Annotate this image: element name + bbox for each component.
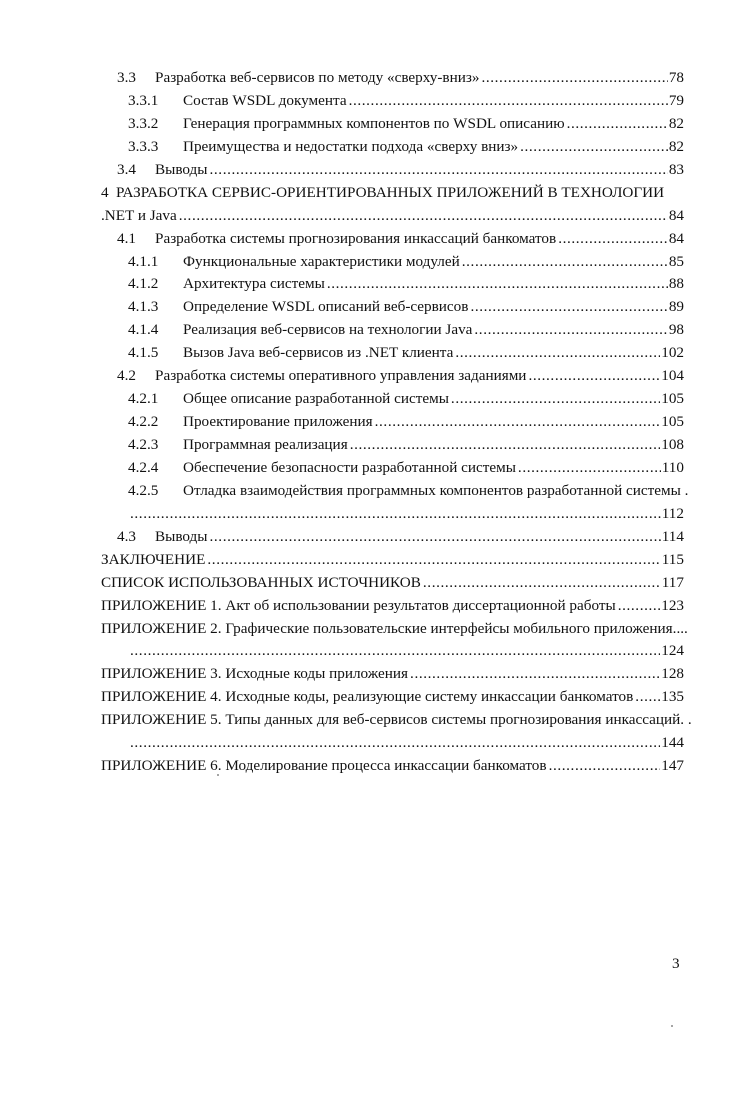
dot-leader	[547, 755, 661, 778]
toc-entry-page: 84	[668, 206, 684, 224]
toc-entry[interactable]	[101, 480, 689, 503]
toc-entry-title: ПРИЛОЖЕНИЕ 4. Исходные коды, реализующие систему инкассации банкоматов	[101, 688, 634, 706]
dot-leader	[128, 732, 660, 755]
toc-entry[interactable]	[101, 663, 684, 686]
toc-entry-number: 4.1.4	[128, 321, 159, 339]
toc-entry-page: 108	[661, 436, 684, 453]
toc-entry-page: 102	[661, 344, 684, 362]
dot-leader	[128, 640, 660, 663]
toc-entry-number: 4.1.1	[128, 252, 159, 270]
toc-entry-page: 104	[661, 367, 684, 385]
toc-entry-title: Разработка системы прогнозирования инкассаций банкоматов	[155, 229, 557, 247]
toc-entry-page: 112	[661, 504, 684, 522]
toc-entry-number: 4.2.2	[128, 413, 159, 431]
toc-entry[interactable]	[101, 388, 684, 411]
toc-entry-number: 3.3.1	[128, 91, 159, 109]
toc-entry-number: 4.1.3	[128, 298, 159, 316]
toc-entry-page: 89	[668, 298, 684, 316]
toc-entry-title: Генерация программных компонентов по WSDL описанию	[183, 114, 565, 132]
toc-entry[interactable]	[101, 67, 684, 90]
toc-entry[interactable]	[101, 457, 684, 480]
toc-entry-number: 4.2.3	[128, 436, 159, 453]
dot-leader	[526, 365, 660, 388]
dot-leader	[479, 67, 667, 90]
toc-entry-page: 114	[661, 527, 684, 545]
toc-entry-title: Определение WSDL описаний веб-сервисов	[183, 298, 469, 316]
dot-leader	[421, 572, 661, 595]
toc-entry-page: 83	[668, 160, 684, 178]
toc-entry-number: 4	[101, 183, 109, 201]
toc-entry[interactable]	[101, 228, 684, 251]
toc-entry-page: 82	[668, 137, 684, 155]
toc-entry-page: 117	[661, 573, 684, 591]
toc-entry-title: ПРИЛОЖЕНИЕ 6. Моделирование процесса инкассации банкоматов	[101, 757, 547, 775]
toc-entry[interactable]	[101, 251, 684, 274]
dot-leader	[449, 388, 660, 411]
toc-entry-number: 4.1	[117, 229, 136, 247]
toc-entry[interactable]	[101, 90, 684, 113]
toc-entry-title: Выводы	[155, 527, 208, 545]
toc-entry[interactable]	[101, 136, 684, 159]
dot-leader	[516, 457, 661, 480]
toc-entry-number: 3.3	[117, 69, 136, 86]
toc-entry-page: 128	[661, 665, 684, 683]
toc-entry[interactable]	[101, 526, 684, 549]
dot-leader	[348, 434, 661, 457]
toc-entry-title: Программная реализация	[183, 436, 348, 453]
scan-speck	[671, 1025, 673, 1027]
toc-entry-page: 124	[661, 642, 684, 660]
dot-leader	[468, 296, 667, 319]
dot-leader	[460, 251, 668, 274]
dot-leader	[633, 686, 660, 709]
toc-entry-number: 4.2	[117, 367, 136, 385]
toc-entry-number: 3.3.3	[128, 137, 159, 155]
dot-leader	[208, 526, 661, 549]
toc-entry-title: Преимущества и недостатки подхода «сверху вниз»	[183, 137, 519, 155]
toc-entry-number: 3.4	[117, 160, 136, 178]
toc-entry-page: 123	[661, 596, 684, 614]
toc-entry-title: Реализация веб-сервисов на технологии Java	[183, 321, 473, 339]
toc-entry-continuation	[101, 732, 684, 755]
dot-leader	[408, 663, 660, 686]
toc-entry[interactable]	[101, 709, 692, 732]
table-of-contents	[101, 67, 692, 778]
toc-entry-number: 4.2.5	[128, 481, 159, 499]
toc-entry[interactable]	[101, 182, 684, 205]
toc-entry[interactable]	[101, 296, 684, 319]
toc-entry-page: 82	[668, 114, 684, 132]
page-number: 3	[672, 955, 680, 972]
dot-leader	[453, 342, 660, 365]
toc-entry[interactable]	[101, 434, 684, 457]
toc-entry-page: 115	[661, 550, 684, 568]
toc-entry-page: 79	[668, 91, 684, 109]
toc-entry-title: ПРИЛОЖЕНИЕ 1. Акт об использовании результатов диссертационной работы	[101, 596, 616, 614]
dot-leader	[177, 205, 668, 228]
toc-entry-title: Функциональные характеристики модулей	[183, 252, 460, 270]
dot-leader	[373, 411, 661, 434]
toc-entry-title: СПИСОК ИСПОЛЬЗОВАННЫХ ИСТОЧНИКОВ	[101, 573, 421, 591]
toc-entry-title: Состав WSDL документа	[183, 91, 347, 109]
dot-leader	[565, 113, 668, 136]
toc-entry-title: ЗАКЛЮЧЕНИЕ	[101, 550, 206, 568]
toc-entry-title: Архитектура системы	[183, 275, 325, 293]
toc-entry-page: 105	[661, 413, 684, 431]
dot-leader	[347, 90, 668, 113]
toc-entry-page: 84	[668, 229, 684, 247]
toc-entry[interactable]	[101, 572, 684, 595]
toc-entry[interactable]	[101, 549, 684, 572]
toc-entry-continuation	[101, 503, 684, 526]
toc-entry-page: 110	[661, 458, 684, 476]
dot-leader	[556, 228, 668, 251]
toc-entry-page: 85	[668, 252, 684, 270]
toc-entry-number: 4.1.2	[128, 275, 159, 293]
toc-entry[interactable]	[101, 159, 684, 182]
toc-entry-title: Вызов Java веб-сервисов из .NET клиента	[183, 344, 454, 362]
toc-entry[interactable]	[101, 319, 684, 342]
toc-entry[interactable]	[101, 411, 684, 434]
dot-leader	[128, 503, 661, 526]
toc-entry-title: Выводы	[155, 160, 208, 178]
dot-leader	[616, 595, 661, 618]
toc-entry[interactable]	[101, 113, 684, 136]
toc-entry-continuation	[101, 640, 684, 663]
toc-entry-page: 135	[661, 688, 684, 706]
toc-entry-continuation	[101, 205, 684, 228]
toc-entry-number: 4.2.1	[128, 390, 159, 408]
toc-entry-page: 144	[661, 734, 684, 752]
toc-entry[interactable]	[101, 686, 684, 709]
toc-entry-title: ПРИЛОЖЕНИЕ 2. Графические пользовательские интерфейсы мобильного приложения....	[101, 619, 688, 637]
dot-leader	[205, 549, 660, 572]
toc-entry-number: 4.3	[117, 527, 136, 545]
toc-entry-page: 147	[661, 757, 684, 775]
toc-entry[interactable]	[101, 618, 688, 641]
scan-speck	[217, 774, 219, 776]
toc-entry-title: Общее описание разработанной системы	[183, 390, 449, 408]
toc-entry-number: 4.1.5	[128, 344, 159, 362]
toc-entry[interactable]	[101, 755, 684, 778]
toc-entry[interactable]	[101, 595, 684, 618]
toc-entry-title-continuation: .NET и Java	[101, 206, 177, 224]
toc-entry-page: 105	[661, 390, 684, 408]
toc-entry[interactable]	[101, 273, 684, 296]
toc-entry-page: 88	[668, 275, 684, 293]
toc-entry-number: 4.2.4	[128, 458, 159, 476]
toc-entry-title: Проектирование приложения	[183, 413, 373, 431]
toc-entry-title: ПРИЛОЖЕНИЕ 3. Исходные коды приложения	[101, 665, 409, 683]
toc-entry-title: Обеспечение безопасности разработанной системы	[183, 458, 516, 476]
dot-leader	[518, 136, 668, 159]
dot-leader	[208, 159, 668, 182]
toc-entry-title: Разработка системы оперативного управления заданиями	[155, 367, 527, 385]
toc-entry-page: 78	[668, 69, 684, 86]
toc-entry-title: Отладка взаимодействия программных компонентов разработанной системы .	[183, 481, 689, 499]
toc-entry-title: РАЗРАБОТКА СЕРВИС-ОРИЕНТИРОВАННЫХ ПРИЛОЖЕНИЙ В ТЕХНОЛОГИИ	[116, 183, 665, 201]
dot-leader	[325, 273, 668, 296]
dot-leader	[472, 319, 667, 342]
toc-entry[interactable]	[101, 365, 684, 388]
toc-entry-page: 98	[668, 321, 684, 339]
toc-entry-number: 3.3.2	[128, 114, 159, 132]
toc-entry-title: ПРИЛОЖЕНИЕ 5. Типы данных для веб-сервисов системы прогнозирования инкассаций. .	[101, 711, 692, 729]
toc-entry-title: Разработка веб-сервисов по методу «сверху-вниз»	[155, 69, 480, 86]
toc-entry[interactable]	[101, 342, 684, 365]
